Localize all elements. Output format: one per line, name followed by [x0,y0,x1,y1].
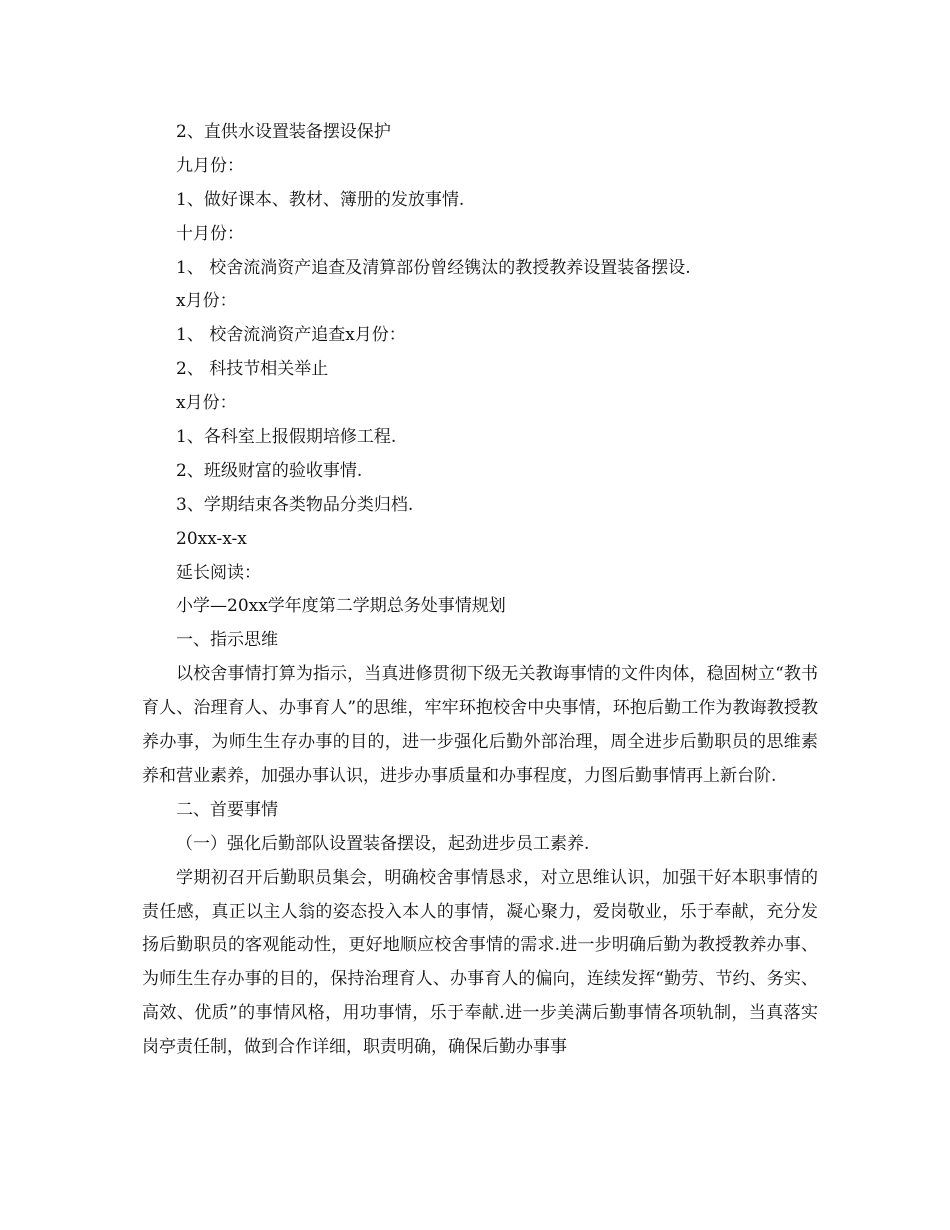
date-line: 20xx-x-x [176,528,247,549]
text-line: 3、学期结束各类物品分类归档. [176,494,414,515]
section-heading: 一、指示思维 [176,630,278,651]
subsection-heading: （一）强化后勤部队设置装备摆设，起劲进步员工素养. [176,833,590,854]
month-heading: x月份： [176,291,237,312]
text-line: 1、 校舍流淌资产追查及清算部份曾经镌汰的教授教养设置装备摆设. [176,257,691,278]
month-heading: 九月份： [176,155,244,176]
text-line: 1、做好课本、教材、簿册的发放事情. [176,189,465,210]
text-line: 2、 科技节相关举止 [176,359,329,380]
month-heading: x月份： [176,393,237,414]
section-heading: 二、首要事情 [176,799,278,820]
document-body [142,116,818,1065]
body-paragraph: 学期初召开后勤职员集会，明确校舍事情恳求，对立思维认识，加强干好本职事情的责任感，真正以主人翁的姿态投入本人的事情，凝心聚力，爱岗敬业，乐于奉献，充分发扬后勤职员的客观能动性，更好地顺应校舍事情的需求.进一步明确后勤为教授教养办事、为师生生存办事的目的，保持治理育人、办事育人的偏向，连续发挥“勤劳、节约、务实、高效、优质”的事情风格，用功事情，乐于奉献.进一步美满后勤事情各项轨制，当真落实岗亭责任制，做到合作详细，职责明确，确保后勤办事事 [142,867,818,1058]
text-line: 2、直供水设置装备摆设保护 [176,122,391,142]
text-line: 2、班级财富的验收事情. [176,460,363,481]
extended-reading-label: 延长阅读： [176,562,261,583]
text-line: 1、 校舍流淌资产追查x月份： [176,325,406,346]
month-heading: 十月份： [176,223,244,244]
plan-title: 小学—20xx学年度第二学期总务处事情规划 [176,596,506,617]
text-line: 1、各科室上报假期培修工程. [176,427,397,448]
guiding-paragraph: 以校舍事情打算为指示，当真进修贯彻下级无关教诲事情的文件肉体，稳固树立“教书育人、治理育人、办事育人”的思维，牢牢环抱校舍中央事情，环抱后勤工作为教诲教授教养办事，为师生生存办事的目的，进一步强化后勤外部治理，周全进步后勤职员的思维素养和营业素养，加强办事认识，进步办事质量和办事程度，力图后勤事情再上新台阶. [142,664,818,786]
